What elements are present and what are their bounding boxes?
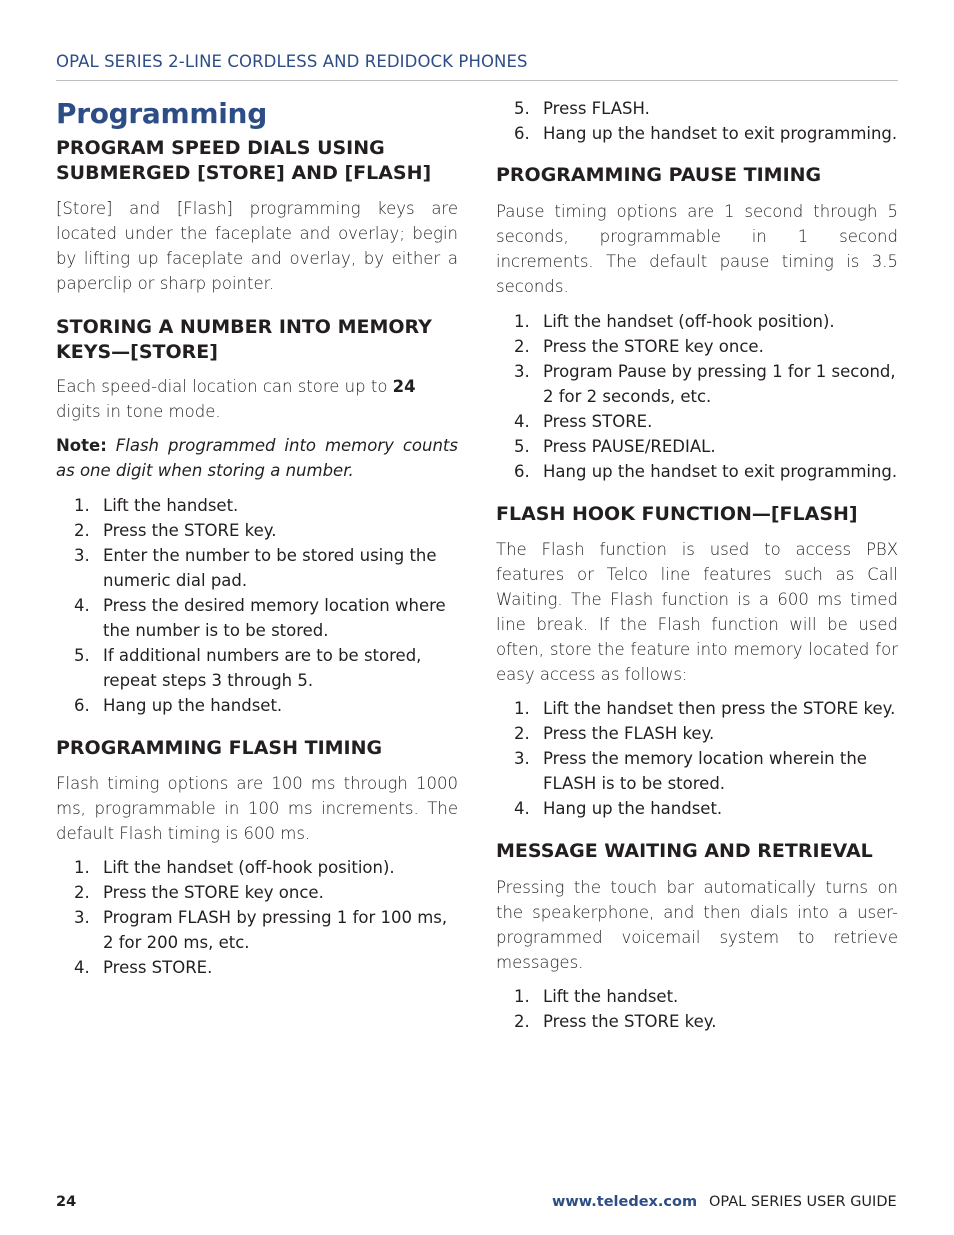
step-number: 4. bbox=[514, 799, 530, 818]
flash-timing-steps-list bbox=[56, 855, 458, 980]
step-text: Press PAUSE/REDIAL. bbox=[543, 437, 716, 456]
message-waiting-body: Pressing the touch bar automatically turns on the speakerphone, and then dials into a user-programmed voicemail system to retrieve messages. bbox=[496, 878, 898, 972]
pause-timing-body: Pause timing options are 1 second through 5 seconds, programmable in 1 second increments. The default pause timing is 3.5 seconds. bbox=[496, 202, 898, 296]
list-item bbox=[56, 955, 458, 980]
step-number: 6. bbox=[514, 124, 530, 143]
list-item bbox=[56, 905, 458, 955]
storing-body-pre: Each speed-dial location can store up to bbox=[56, 377, 393, 396]
step-number: 1. bbox=[74, 858, 90, 877]
list-item bbox=[56, 643, 458, 693]
step-text: Hang up the handset to exit programming. bbox=[543, 462, 898, 481]
list-item bbox=[496, 409, 898, 434]
step-number: 1. bbox=[514, 312, 530, 331]
continued-steps-list bbox=[496, 96, 898, 146]
step-number: 3. bbox=[514, 749, 530, 768]
step-text: Press the STORE key once. bbox=[103, 883, 324, 902]
list-item bbox=[56, 855, 458, 880]
step-text: Press the STORE key. bbox=[543, 1012, 717, 1031]
list-item bbox=[496, 334, 898, 359]
message-waiting-steps-list bbox=[496, 984, 898, 1034]
step-text: Press STORE. bbox=[543, 412, 653, 431]
list-item bbox=[496, 434, 898, 459]
storing-body bbox=[56, 374, 458, 424]
running-header: OPAL SERIES 2-LINE CORDLESS AND REDIDOCK PHONES bbox=[56, 52, 528, 71]
list-item bbox=[496, 721, 898, 746]
speed-dials-heading-line2: SUBMERGED [STORE] AND [FLASH] bbox=[56, 162, 432, 184]
step-number: 1. bbox=[74, 496, 90, 515]
list-item bbox=[56, 518, 458, 543]
flash-timing-body: Flash timing options are 100 ms through 1000 ms, programmable in 100 ms increments. The default Flash timing is 600 ms. bbox=[56, 774, 458, 843]
speed-dials-heading-line1: PROGRAM SPEED DIALS USING bbox=[56, 137, 385, 159]
step-text: Program FLASH by pressing 1 for 100 ms, 2 for 200 ms, etc. bbox=[103, 908, 448, 952]
step-text: Hang up the handset to exit programming. bbox=[543, 124, 898, 143]
step-text: Press FLASH. bbox=[543, 99, 650, 118]
list-item bbox=[496, 459, 898, 484]
speed-dials-heading bbox=[56, 136, 458, 186]
speed-dials-body: [Store] and [Flash] programming keys are located under the faceplate and overlay; begin by lifting up faceplate and overlay, by either a paperclip or sharp pointer. bbox=[56, 199, 458, 293]
list-item bbox=[496, 96, 898, 121]
step-number: 4. bbox=[514, 412, 530, 431]
storing-heading-line1: STORING A NUMBER INTO MEMORY bbox=[56, 316, 432, 338]
step-text: Press the FLASH key. bbox=[543, 724, 715, 743]
flash-timing-heading: PROGRAMMING FLASH TIMING bbox=[56, 737, 383, 759]
pause-timing-steps-list bbox=[496, 309, 898, 484]
step-number: 3. bbox=[74, 908, 90, 927]
step-text: Press the STORE key. bbox=[103, 521, 277, 540]
step-text: Lift the handset then press the STORE key. bbox=[543, 699, 896, 718]
step-number: 2. bbox=[514, 724, 530, 743]
list-item bbox=[56, 593, 458, 643]
list-item bbox=[56, 693, 458, 718]
header-divider bbox=[56, 80, 898, 81]
step-number: 3. bbox=[74, 546, 90, 565]
step-number: 5. bbox=[74, 646, 90, 665]
right-column bbox=[496, 96, 898, 1034]
step-number: 3. bbox=[514, 362, 530, 381]
flash-hook-body: The Flash function is used to access PBX features or Telco line features such as Call Waiting. The Flash function is a 600 ms timed line break. If the Flash function will be used often, store the feature into memory located for easy access as follows: bbox=[496, 540, 898, 684]
step-number: 2. bbox=[514, 337, 530, 356]
note-label: Note: bbox=[56, 436, 107, 455]
step-number: 4. bbox=[74, 958, 90, 977]
step-number: 5. bbox=[514, 99, 530, 118]
list-item bbox=[496, 309, 898, 334]
list-item bbox=[56, 880, 458, 905]
step-text: Hang up the handset. bbox=[103, 696, 283, 715]
list-item bbox=[56, 543, 458, 593]
storing-body-post: digits in tone mode. bbox=[56, 402, 221, 421]
storing-steps-list bbox=[56, 493, 458, 718]
list-item bbox=[496, 984, 898, 1009]
storing-body-digits: 24 bbox=[392, 377, 416, 396]
list-item bbox=[496, 1009, 898, 1034]
flash-hook-steps-list bbox=[496, 696, 898, 821]
page-title: Programming bbox=[56, 97, 267, 130]
step-text: Lift the handset. bbox=[543, 987, 679, 1006]
step-text: Press STORE. bbox=[103, 958, 213, 977]
step-text: Lift the handset (off-hook position). bbox=[103, 858, 395, 877]
step-text: Press the memory location wherein the FLASH is to be stored. bbox=[543, 749, 867, 793]
list-item bbox=[496, 746, 898, 796]
storing-note bbox=[56, 433, 458, 483]
step-text: Press the STORE key once. bbox=[543, 337, 764, 356]
storing-heading bbox=[56, 315, 458, 365]
left-column bbox=[56, 96, 458, 980]
list-item bbox=[496, 796, 898, 821]
step-text: If additional numbers are to be stored, repeat steps 3 through 5. bbox=[103, 646, 422, 690]
step-text: Program Pause by pressing 1 for 1 second, 2 for 2 seconds, etc. bbox=[543, 362, 896, 406]
step-number: 5. bbox=[514, 437, 530, 456]
step-number: 6. bbox=[514, 462, 530, 481]
step-number: 4. bbox=[74, 596, 90, 615]
guide-title: OPAL SERIES USER GUIDE bbox=[709, 1194, 897, 1210]
message-waiting-heading: MESSAGE WAITING AND RETRIEVAL bbox=[496, 840, 873, 862]
list-item bbox=[496, 359, 898, 409]
step-number: 2. bbox=[74, 521, 90, 540]
step-number: 6. bbox=[74, 696, 90, 715]
list-item bbox=[496, 696, 898, 721]
list-item bbox=[56, 493, 458, 518]
step-text: Lift the handset (off-hook position). bbox=[543, 312, 835, 331]
flash-hook-heading: FLASH HOOK FUNCTION—[FLASH] bbox=[496, 503, 858, 525]
step-text: Enter the number to be stored using the numeric dial pad. bbox=[103, 546, 437, 590]
storing-heading-line2: KEYS—[STORE] bbox=[56, 341, 218, 363]
step-number: 2. bbox=[74, 883, 90, 902]
list-item bbox=[496, 121, 898, 146]
note-text: Flash programmed into memory counts as one digit when storing a number. bbox=[56, 436, 458, 480]
step-text: Lift the handset. bbox=[103, 496, 239, 515]
step-number: 2. bbox=[514, 1012, 530, 1031]
page-number: 24 bbox=[56, 1194, 77, 1210]
step-number: 1. bbox=[514, 699, 530, 718]
website-link[interactable]: www.teledex.com bbox=[552, 1194, 698, 1210]
step-number: 1. bbox=[514, 987, 530, 1006]
step-text: Hang up the handset. bbox=[543, 799, 723, 818]
step-text: Press the desired memory location where the number is to be stored. bbox=[103, 596, 446, 640]
pause-timing-heading: PROGRAMMING PAUSE TIMING bbox=[496, 164, 822, 186]
